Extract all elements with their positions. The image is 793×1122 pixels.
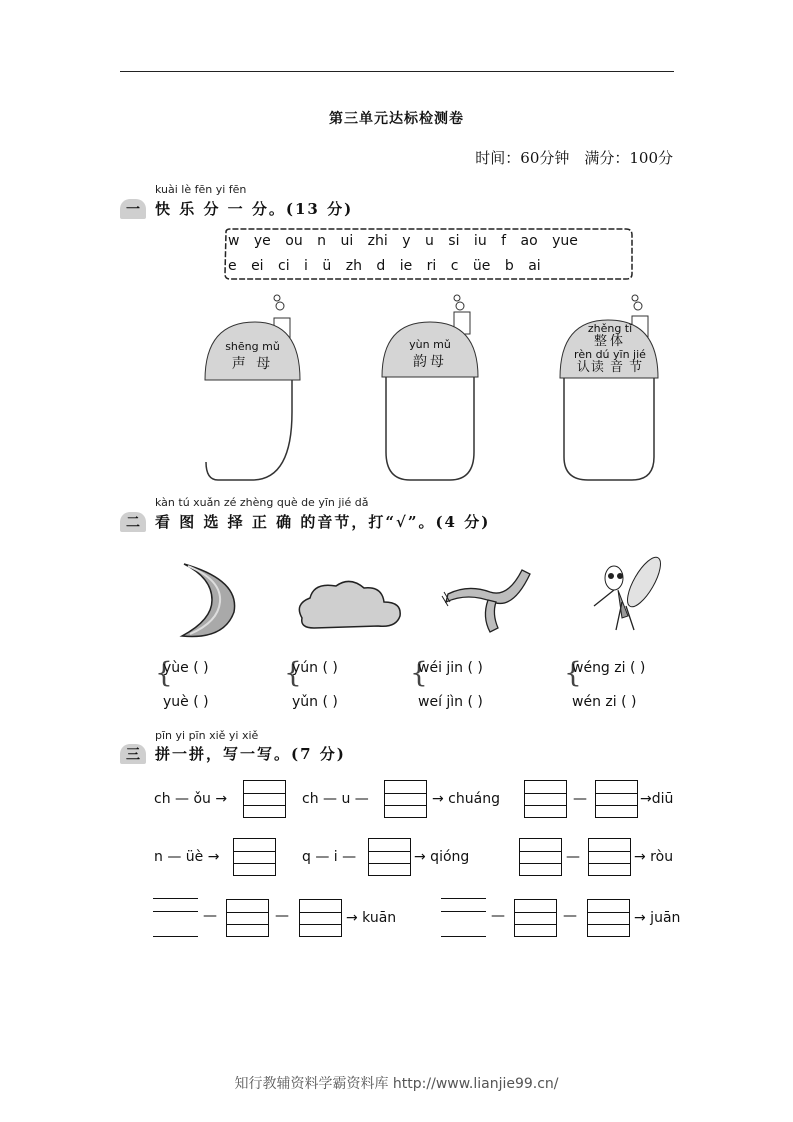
write-box[interactable] [588,838,631,876]
ex3-a: → kuān [346,910,397,926]
brace-3: { [410,656,428,689]
house1-label: 声 母 [231,356,274,372]
ex2-b: q — i — [302,849,357,865]
choice-4b[interactable]: wén zi ( ) [572,694,637,710]
ex2-c: → qióng [414,849,470,865]
dragonfly-picture [584,556,666,636]
dash: — [566,849,580,865]
choice-2b[interactable]: yǔn ( ) [292,694,338,710]
house1-pinyin: shēng mǔ [225,340,280,353]
write-lines[interactable] [441,898,486,936]
write-box[interactable] [384,780,427,818]
write-box[interactable] [226,899,269,937]
write-box[interactable] [243,780,286,818]
page-title: 第三单元达标检测卷 [329,111,464,127]
choice-2a[interactable]: yún ( ) [292,660,338,676]
section1-pinyin: kuài lè fēn yi fēn [155,183,247,196]
section2-instruction: 看 图 选 择 正 确 的音节，打“√”。(4 分) [155,513,491,531]
write-box[interactable] [368,838,411,876]
house-shengmu [200,292,310,487]
dash: — [275,908,289,924]
house-yunmu [380,292,490,487]
write-box[interactable] [299,899,342,937]
write-box[interactable] [595,780,638,818]
ex1-a: ch — ǒu → [154,791,228,807]
write-box[interactable] [519,838,562,876]
house2-pinyin: yùn mǔ [409,338,451,351]
section1-number: 一 [120,199,146,219]
choice-1a[interactable]: yùe ( ) [163,660,209,676]
ex2-a: n — üè → [154,849,220,865]
choice-4a[interactable]: wéng zi ( ) [572,660,646,676]
letters-row-2: e ei ci i ü zh d ie ri c üe b ai [228,258,541,274]
write-box[interactable] [514,899,557,937]
time-info: 时间：60分钟 满分：100分 [475,149,673,167]
choice-3b[interactable]: weí jìn ( ) [418,694,483,710]
write-box[interactable] [524,780,567,818]
ex3-b: → juān [634,910,681,926]
section1-instruction: 快 乐 分 一 分。(13 分) [155,200,354,218]
brace-2: { [284,656,302,689]
section2-number: 二 [120,512,146,532]
ex1-c: → chuáng [432,791,500,807]
dash: — [563,908,577,924]
house3-label-2: 认读 音 节 [576,360,644,375]
house3-pinyin-1: zhěng tǐ [587,322,633,335]
house2-label: 韵母 [413,354,447,370]
moon-picture [172,560,242,640]
section3-instruction: 拼一拼，写一写。(7 分) [155,745,346,763]
ex2-d: → ròu [634,849,674,865]
ex1-b: ch — u — [302,791,369,807]
dash: — [573,791,587,807]
house3-pinyin-2: rèn dú yīn jié [574,348,646,361]
choice-3a[interactable]: wéi jin ( ) [418,660,483,676]
letters-row-1: w ye ou n ui zhi y u si iu f ao yue [228,233,578,249]
house3-label-1: 整体 [593,334,626,349]
section3-number: 三 [120,744,146,764]
choice-1b[interactable]: yuè ( ) [163,694,209,710]
scarf-picture [438,562,536,634]
ex1-d: →diū [640,791,674,807]
cloud-picture [292,578,407,633]
brace-4: { [564,656,582,689]
dash: — [491,908,505,924]
top-rule [120,71,674,72]
write-lines[interactable] [153,898,198,936]
dash: — [203,908,217,924]
section2-pinyin: kàn tú xuǎn zé zhèng què de yīn jié dǎ [155,496,369,509]
section3-pinyin: pīn yi pīn xiě yi xiě [155,729,259,742]
write-box[interactable] [233,838,276,876]
write-box[interactable] [587,899,630,937]
brace-1: { [155,656,173,689]
footer-watermark: 知行教辅资料学霸资料库 http://www.lianjie99.cn/ [234,1076,559,1092]
